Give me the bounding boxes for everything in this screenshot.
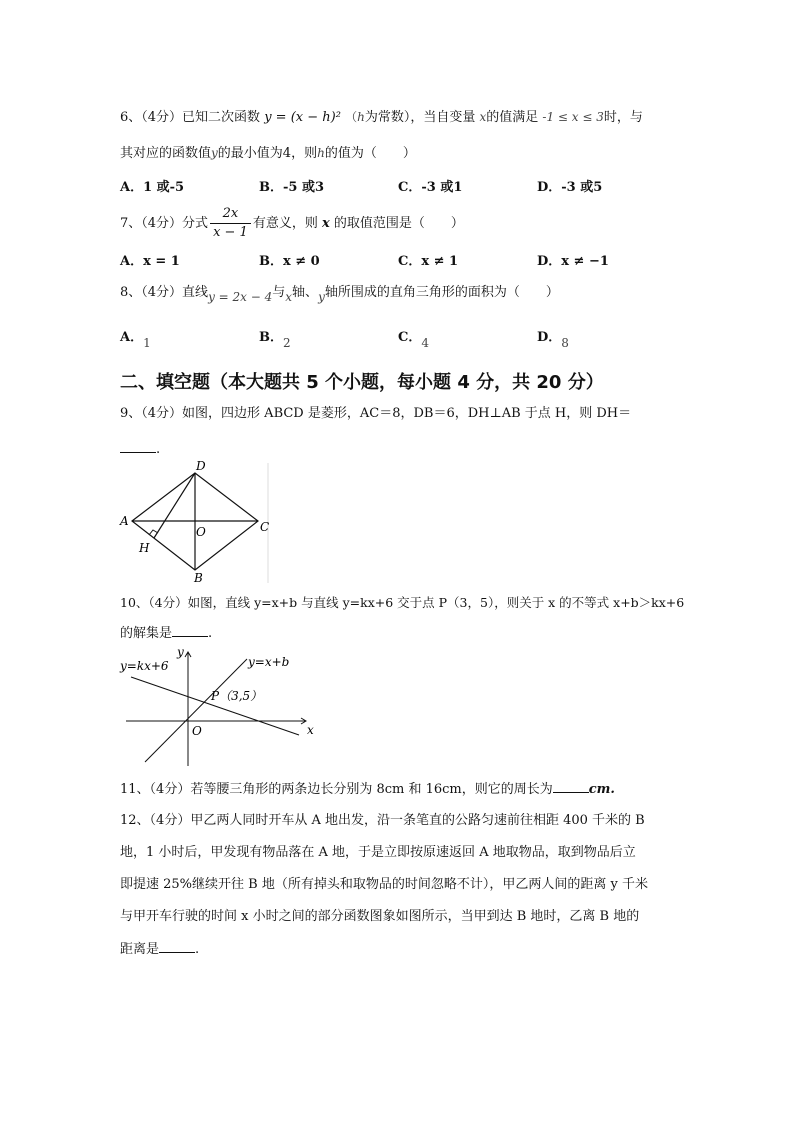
q9-label-h: H xyxy=(139,541,150,555)
q12-line-1: 12、（4分）甲乙两人同时开车从 A 地出发，沿一条笔直的公路匀速前往相距 400 千米的 B xyxy=(120,813,645,828)
q6-text-e: 时，与 xyxy=(603,110,643,125)
q7-number: 7、（4分） xyxy=(120,216,183,231)
q7-text-a: 分式 xyxy=(182,216,209,231)
q6-range: -1 ≤ x ≤ 3 xyxy=(542,110,604,124)
q6-line2-a: 其对应的函数值 xyxy=(120,146,212,161)
q12-line-5 xyxy=(120,940,199,959)
q8-number: 8、（4分） xyxy=(120,285,183,300)
q7-option-d: D．x ≠ −1 xyxy=(537,254,609,269)
q8-option-d-letter: D． xyxy=(537,330,562,345)
q6-number: 6、（4分） xyxy=(120,110,183,125)
q10-label-x-plus-b: y=x+b xyxy=(248,655,290,669)
q10-label-point-p: P（3,5） xyxy=(211,689,263,703)
q7-option-a: A．x = 1 xyxy=(120,254,180,269)
q6-line2-b: 的最小值为4，则 xyxy=(217,146,318,161)
q8-x-symbol: x xyxy=(285,290,293,304)
q8-option-a-letter: A． xyxy=(120,330,144,345)
q11-answer-blank[interactable] xyxy=(553,780,589,793)
q12-line-2: 地，1 小时后，甲发现有物品落在 A 地，于是立即按原速返回 A 地取物品，取到物品后立 xyxy=(120,845,636,860)
q8-option-c xyxy=(398,326,429,350)
q10-graph xyxy=(116,644,326,772)
q6-text-a: 已知二次函数 xyxy=(182,110,261,125)
q9-label-d: D xyxy=(196,459,206,473)
q10-line2-text: 的解集是 xyxy=(120,626,173,641)
q8-text-b: 与 xyxy=(272,285,286,300)
q10-label-y: y xyxy=(177,645,184,659)
q12-last-text: 距离是 xyxy=(120,942,160,957)
q11-line xyxy=(120,780,615,799)
q7-fraction-numerator: 2x xyxy=(210,205,251,224)
q10-label-origin: O xyxy=(192,724,202,738)
q7-fraction-denominator: x − 1 xyxy=(213,225,248,240)
q10-line-2 xyxy=(120,624,212,643)
q7-x-symbol: x xyxy=(321,216,330,231)
q6-x-symbol: x xyxy=(479,110,487,124)
q7-option-b: B．x ≠ 0 xyxy=(259,254,320,269)
q12-last-end: . xyxy=(195,942,200,957)
q8-option-b-letter: B． xyxy=(259,330,283,345)
q6-option-a: A．1 或-5 xyxy=(120,180,185,195)
q11-unit: cm. xyxy=(588,782,615,797)
q9-line-2 xyxy=(120,440,160,459)
q8-option-a-value: 1 xyxy=(143,336,151,350)
q7-text-b: 有意义，则 xyxy=(252,216,318,231)
q7-text-c: 的取值范围是（ ） xyxy=(333,216,464,231)
q12-line-4: 与甲开车行驶的时间 x 小时之间的部分函数图象如图所示，当甲到达 B 地时，乙离 B 地的 xyxy=(120,909,640,924)
q8-option-a xyxy=(120,326,151,350)
q9-line2-end: . xyxy=(156,442,161,457)
q8-option-c-letter: C． xyxy=(398,330,422,345)
q8-text-d: 轴所围成的直角三角形的面积为（ ） xyxy=(324,285,559,300)
q6-h-symbol: h xyxy=(357,110,365,124)
q6-formula: y = (x − h)² xyxy=(264,110,341,125)
q12-line-3: 即提速 25%继续开往 B 地（所有掉头和取物品的时间忽略不计），甲乙两人间的距离 y 千米 xyxy=(120,877,648,892)
q7-line-1 xyxy=(120,204,464,244)
q8-line-1 xyxy=(120,283,559,302)
q9-label-c: C xyxy=(260,520,270,534)
q8-option-d xyxy=(537,326,569,350)
q6-h-symbol-2: h xyxy=(317,146,325,160)
q12-answer-blank[interactable] xyxy=(159,940,195,953)
section-title: 二、填空题（本大题共 5 个小题，每小题 4 分，共 20 分） xyxy=(120,372,604,393)
q10-line-x-plus-b xyxy=(145,659,247,762)
q9-rhombus-figure xyxy=(116,458,276,586)
q9-answer-blank[interactable] xyxy=(120,440,156,453)
q10-label-x: x xyxy=(307,723,314,737)
q6-text-c: 为常数），当自变量 xyxy=(364,110,476,125)
q10-line-1: 10、（4分）如图，直线 y=x+b 与直线 y=kx+6 交于点 P（3，5），则关于 x 的不等式 x+b＞kx+6 xyxy=(120,595,685,610)
q6-option-d: D．-3 或5 xyxy=(537,180,603,195)
q9-segment-dh xyxy=(154,473,195,538)
q9-label-o: O xyxy=(196,525,206,539)
q9-label-b: B xyxy=(194,571,203,585)
q8-text-a: 直线 xyxy=(182,285,209,300)
q8-option-b-value: 2 xyxy=(283,336,291,350)
q10-answer-blank[interactable] xyxy=(172,624,208,637)
q10-label-kx-plus-6: y=kx+6 xyxy=(120,659,169,673)
q6-line2-c: 的值为（ ） xyxy=(324,146,416,161)
q6-text-b: （ xyxy=(345,110,358,124)
q9-line-1: 9、（4分）如图，四边形 ABCD 是菱形，AC＝8，DB＝6，DH⊥AB 于点 H，则 DH＝ xyxy=(120,406,632,421)
q10-line2-end: . xyxy=(208,626,213,641)
q10-line-kx-plus-6 xyxy=(131,677,299,735)
q6-option-c: C．-3 或1 xyxy=(398,180,463,195)
q6-text-d: 的值满足 xyxy=(486,110,539,125)
q8-y-symbol: y xyxy=(318,290,325,304)
q8-option-c-value: 4 xyxy=(421,336,429,350)
q7-fraction xyxy=(210,205,251,242)
q8-formula: y = 2x − 4 xyxy=(208,290,273,304)
q8-option-d-value: 8 xyxy=(561,336,569,350)
q8-text-c: 轴、 xyxy=(292,285,319,300)
q6-option-b: B．-5 或3 xyxy=(259,180,325,195)
q9-label-a: A xyxy=(120,514,129,528)
q6-y-symbol: y xyxy=(211,146,218,160)
q7-option-c: C．x ≠ 1 xyxy=(398,254,459,269)
q6-line-1 xyxy=(120,108,643,127)
q6-line-2 xyxy=(120,144,416,163)
q11-text: 11、（4分）若等腰三角形的两条边长分别为 8cm 和 16cm，则它的周长为 xyxy=(120,782,553,797)
q8-option-b xyxy=(259,326,291,350)
